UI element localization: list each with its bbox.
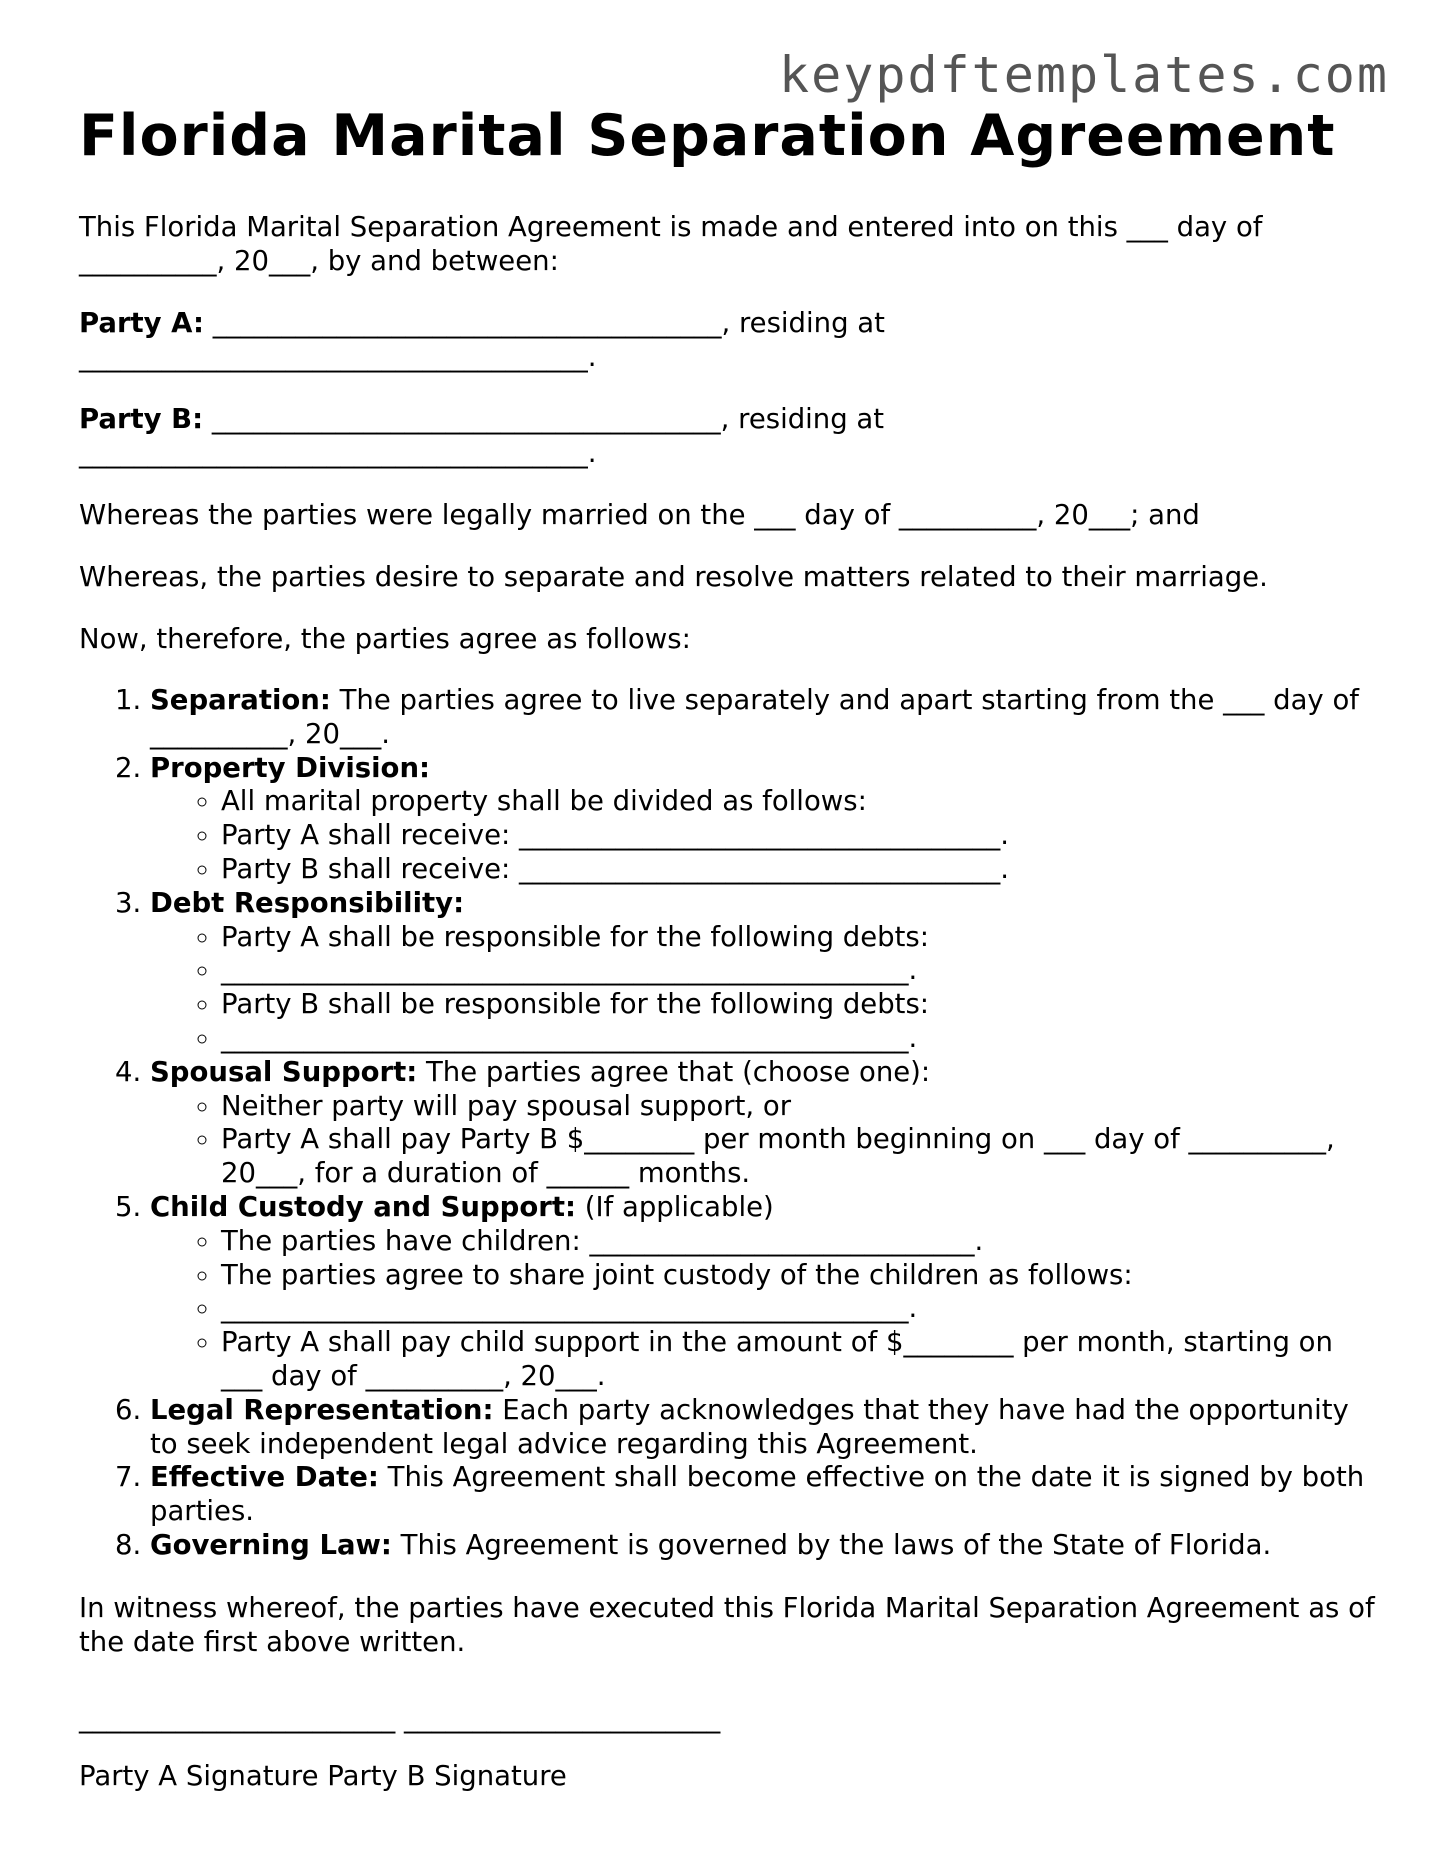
section-text: The parties agree that (choose one): xyxy=(417,1055,931,1088)
party-b-text: _____________________________________, residing at _____________________________________. xyxy=(79,403,885,469)
section-text: (If applicable) xyxy=(575,1190,774,1223)
section-debt-responsibility xyxy=(150,887,1379,1056)
list-item: ◦ __________________________________________________. xyxy=(221,954,1379,988)
section-title: Child Custody and Support: xyxy=(150,1190,576,1223)
section-spousal-support xyxy=(150,1056,1379,1191)
party-a-text: _____________________________________, residing at _____________________________________. xyxy=(79,307,885,373)
list-item: ◦ All marital property shall be divided as follows: xyxy=(221,785,1379,819)
property-items xyxy=(150,785,1379,886)
section-title: Spousal Support: xyxy=(150,1055,418,1088)
section-governing-law xyxy=(150,1529,1379,1563)
section-property-division xyxy=(150,752,1379,887)
party-a-line xyxy=(79,306,1379,374)
section-effective-date xyxy=(150,1461,1379,1529)
party-a-label: Party A: xyxy=(79,307,204,339)
list-item: ◦ Party B shall receive: ___________________________________. xyxy=(221,853,1379,887)
spousal-items xyxy=(150,1090,1379,1191)
section-title: Property Division: xyxy=(150,751,431,784)
whereas-married: Whereas the parties were legally married on the ___ day of __________, 20___; and xyxy=(79,499,1200,531)
section-title: Legal Representation: xyxy=(150,1393,494,1426)
section-title: Governing Law: xyxy=(150,1528,392,1561)
section-text: The parties agree to live separately and apart starting from the ___ day of __________, 20___. xyxy=(150,684,1359,750)
section-title: Debt Responsibility: xyxy=(150,886,465,919)
agreement-sections xyxy=(79,684,1379,1563)
list-item: ◦ The parties have children: ____________________________. xyxy=(221,1225,1379,1259)
signature-lines: _______________________ _______________________ xyxy=(79,1701,721,1734)
list-item: ◦ __________________________________________________. xyxy=(221,1292,1379,1326)
section-title: Separation: xyxy=(150,684,331,716)
section-text: This Agreement is governed by the laws of the State of Florida. xyxy=(391,1528,1272,1561)
list-item: ◦ The parties agree to share joint custody of the children as follows: xyxy=(221,1259,1379,1293)
section-title: Effective Date: xyxy=(150,1461,379,1494)
watermark: keypdftemplates.com xyxy=(779,46,1389,104)
whereas-desire: Whereas, the parties desire to separate and resolve matters related to their marriage. xyxy=(79,561,1268,593)
list-item: ◦ Party B shall be responsible for the following debts: xyxy=(221,988,1379,1022)
list-item: ◦ Neither party will pay spousal support, or xyxy=(221,1090,1379,1124)
party-b-line xyxy=(79,402,1379,470)
section-separation xyxy=(150,684,1379,752)
custody-items xyxy=(150,1225,1379,1394)
document-body xyxy=(79,100,1379,1821)
list-item: ◦ Party A shall pay Party B $________ per month beginning on ___ day of __________, 20___, for a duration of ______ months. xyxy=(221,1123,1379,1191)
party-b-label: Party B: xyxy=(79,403,204,435)
signature-labels: Party A Signature Party B Signature xyxy=(79,1759,567,1792)
witness-paragraph: In witness whereof, the parties have executed this Florida Marital Separation Agreement as of the date first above written. xyxy=(79,1591,1375,1658)
list-item: ◦ __________________________________________________. xyxy=(221,1022,1379,1056)
list-item: ◦ Party A shall be responsible for the following debts: xyxy=(221,921,1379,955)
section-legal-representation xyxy=(150,1394,1379,1462)
debt-items xyxy=(150,921,1379,1056)
intro-paragraph: This Florida Marital Separation Agreement is made and entered into on this ___ day of __________, 20___, by and between: xyxy=(79,211,1263,277)
now-therefore: Now, therefore, the parties agree as follows: xyxy=(79,623,691,655)
document-title: Florida Marital Separation Agreement xyxy=(79,103,1336,169)
section-text: Each party acknowledges that they have had the opportunity to seek independent legal advice regarding this Agreement. xyxy=(150,1393,1349,1460)
section-text: This Agreement shall become effective on the date it is signed by both parties. xyxy=(150,1461,1365,1528)
section-child-custody xyxy=(150,1191,1379,1394)
list-item: ◦ Party A shall receive: ___________________________________. xyxy=(221,819,1379,853)
list-item: ◦ Party A shall pay child support in the amount of $________ per month, starting on ___ day of __________, 20___. xyxy=(221,1326,1379,1394)
